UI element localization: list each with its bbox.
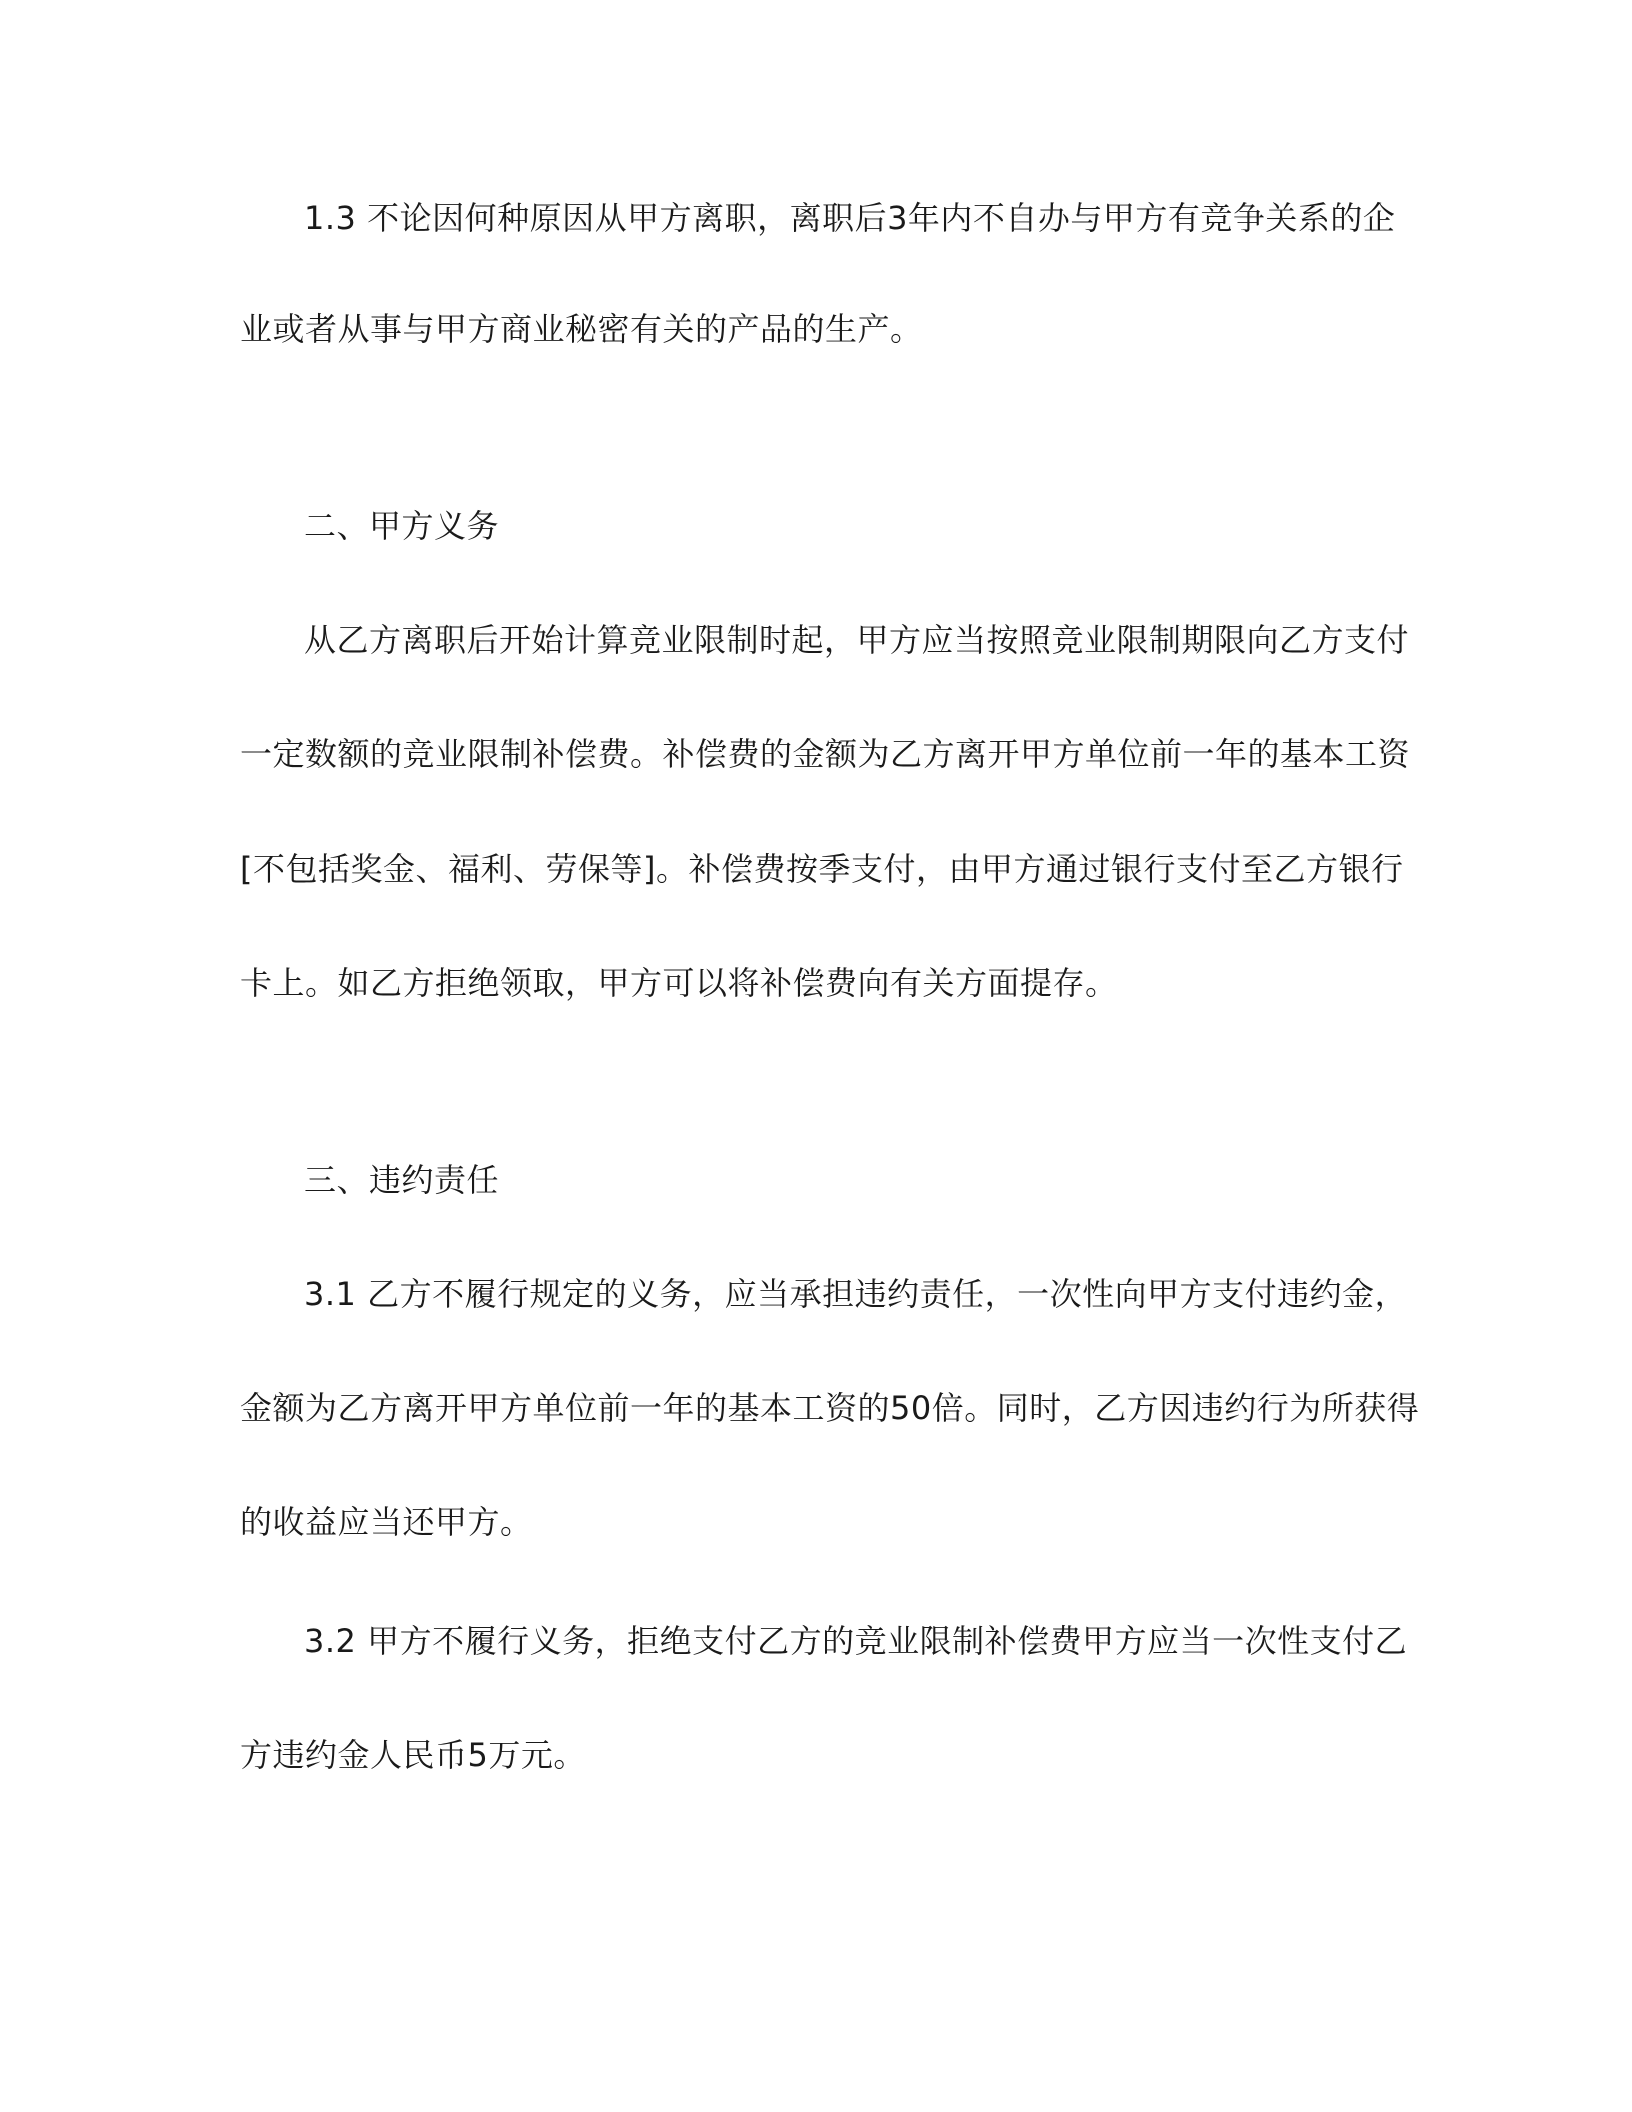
section-2-line-3: [不包括奖金、福利、劳保等]。补偿费按季支付，由甲方通过银行支付至乙方银行 bbox=[240, 850, 1404, 888]
clause-3-1-line-3: 的收益应当还甲方。 bbox=[240, 1503, 533, 1541]
section-2-line-1: 从乙方离职后开始计算竞业限制时起，甲方应当按照竞业限制期限向乙方支付 bbox=[304, 621, 1410, 659]
clause-1-3-line-1: 1.3 不论因何种原因从甲方离职，离职后3年内不自办与甲方有竞争关系的企 bbox=[304, 199, 1396, 237]
section-2-line-2: 一定数额的竞业限制补偿费。补偿费的金额为乙方离开甲方单位前一年的基本工资 bbox=[240, 735, 1411, 773]
clause-3-2-line-2: 方违约金人民币5万元。 bbox=[240, 1736, 586, 1774]
section-2-line-4: 卡上。如乙方拒绝领取，甲方可以将补偿费向有关方面提存。 bbox=[240, 964, 1118, 1002]
clause-1-3-line-2: 业或者从事与甲方商业秘密有关的产品的生产。 bbox=[240, 310, 923, 348]
clause-3-1-line-2: 金额为乙方离开甲方单位前一年的基本工资的50倍。同时，乙方因违约行为所获得 bbox=[240, 1389, 1420, 1427]
clause-3-1-line-1: 3.1 乙方不履行规定的义务，应当承担违约责任，一次性向甲方支付违约金， bbox=[304, 1275, 1408, 1313]
clause-3-2-line-1: 3.2 甲方不履行义务，拒绝支付乙方的竞业限制补偿费甲方应当一次性支付乙 bbox=[304, 1622, 1408, 1660]
section-2-heading: 二、甲方义务 bbox=[304, 507, 500, 545]
section-3-heading: 三、违约责任 bbox=[304, 1161, 500, 1199]
